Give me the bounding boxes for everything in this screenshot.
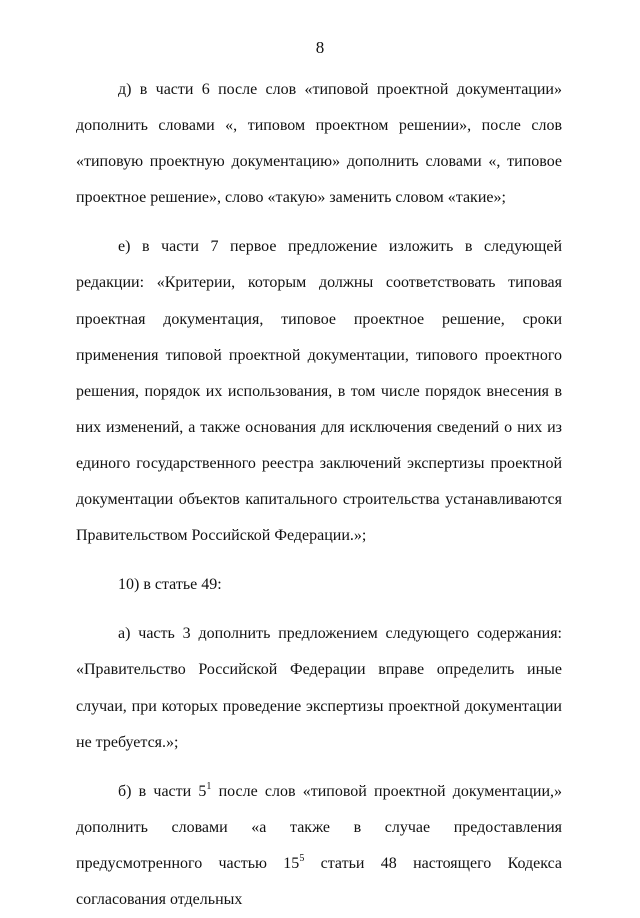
paragraph-article-49: 10) в статье 49: — [118, 576, 222, 594]
page-number: 8 — [315, 38, 325, 57]
paragraph-d: д) в части 6 после слов «типовой проектной документации» дополнить словами «, типовом проектном решении», после слов «типовую проектную документацию» дополнить словами «, типовое проектное решение», слово «такую» заменить словом «такие»; — [76, 81, 562, 207]
superscript-2: 5 — [299, 852, 305, 864]
paragraph-b-text-2: после слов «типовой проектной документации,» дополнить словами «а также в случае предоставления предусмотренного частью 15 — [76, 782, 563, 872]
document-body — [76, 72, 562, 918]
paragraph-a: а) часть 3 дополнить предложением следующего содержания: «Правительство Российской Федерации вправе определить иные случаи, при которых проведение экспертизы проектной документации не требуется.»; — [76, 625, 562, 751]
superscript-1: 1 — [206, 780, 212, 792]
paragraph-e: е) в части 7 первое предложение изложить в следующей редакции: «Критерии, которым должны соответствовать типовая проектная документация, типовое проектное решение, сроки применения типовой проектной документации, типового проектного решения, порядок их использования, в том числе порядок внесения в них изменений, а также основания для исключения сведений о них из единого государственного реестра заключений экспертизы проектной документации объектов капитального строительства устанавливаются Правительством Российской Федерации.»; — [76, 238, 562, 545]
paragraph-b-text-3: статьи 48 настоящего Кодекса согласования отдельных — [76, 854, 562, 908]
paragraph-b — [76, 774, 562, 918]
paragraph-b-text-1: б) в части 5 — [118, 782, 207, 800]
